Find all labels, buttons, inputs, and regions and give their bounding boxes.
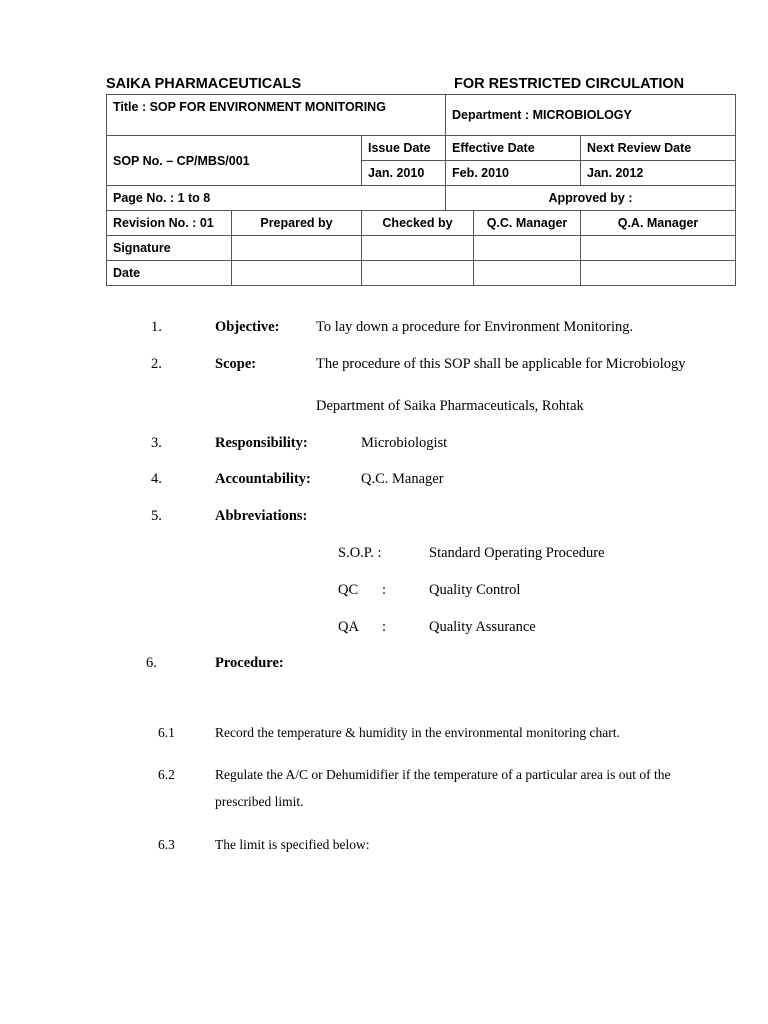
effective-date-value: Feb. 2010 [446,161,581,186]
abbreviation-colon: : [382,619,387,635]
section-5-number: 5. [151,508,162,524]
sop-number-cell: SOP No. – CP/MBS/001 [107,136,362,186]
abbreviation-meaning: Quality Assurance [429,619,536,635]
abbreviation-term: QC [338,582,359,598]
abbreviation-colon: : [382,582,387,598]
procedure-step-number: 6.1 [158,725,175,740]
date-qa-cell [581,261,736,286]
procedure-step-number: 6.2 [158,767,175,782]
section-2-number: 2. [151,356,162,372]
prepared-by-header: Prepared by [232,211,362,236]
abbreviation-meaning: Quality Control [429,582,521,598]
next-review-label: Next Review Date [581,136,736,161]
procedure-step-text: Regulate the A/C or Dehumidifier if the temperature of a particular area is out of the [215,767,671,782]
scope-text-continued: Department of Saika Pharmaceuticals, Rohtak [316,398,584,414]
scope-text: The procedure of this SOP shall be applicable for Microbiology [316,356,686,372]
section-6-number: 6. [146,655,157,671]
page-number-cell: Page No. : 1 to 8 [107,186,446,211]
signature-prepared-cell [232,236,362,261]
section-4-number: 4. [151,471,162,487]
abbreviation-meaning: Standard Operating Procedure [429,545,605,561]
date-qc-cell [474,261,581,286]
signature-label: Signature [107,236,232,261]
date-label: Date [107,261,232,286]
date-checked-cell [362,261,474,286]
revision-number-cell: Revision No. : 01 [107,211,232,236]
next-review-value: Jan. 2012 [581,161,736,186]
qc-manager-header: Q.C. Manager [474,211,581,236]
responsibility-text: Microbiologist [361,435,448,451]
issue-date-label: Issue Date [362,136,446,161]
abbreviation-term: QA [338,619,359,635]
qa-manager-header: Q.A. Manager [581,211,736,236]
section-1-number: 1. [151,319,162,335]
section-3-number: 3. [151,435,162,451]
signature-checked-cell [362,236,474,261]
objective-text: To lay down a procedure for Environment Monitoring. [316,319,634,335]
checked-by-header: Checked by [362,211,474,236]
accountability-text: Q.C. Manager [361,471,444,487]
sop-title-cell: Title : SOP FOR ENVIRONMENT MONITORING [107,95,446,136]
section-1-label: Objective: [215,319,280,335]
signature-qc-cell [474,236,581,261]
section-2-label: Scope: [215,356,257,372]
approved-by-cell: Approved by : [446,186,736,211]
department-cell: Department : MICROBIOLOGY [446,95,736,136]
sop-info-table [106,94,736,286]
circulation-label: FOR RESTRICTED CIRCULATION [454,76,685,92]
procedure-step-text: The limit is specified below: [215,837,370,852]
procedure-step-text: Record the temperature & humidity in the environmental monitoring chart. [215,725,620,740]
section-3-label: Responsibility: [215,435,308,451]
abbreviation-term: S.O.P. : [338,545,382,561]
section-5-label: Abbreviations: [215,508,308,524]
issue-date-value: Jan. 2010 [362,161,446,186]
section-4-label: Accountability: [215,471,311,487]
company-name: SAIKA PHARMACEUTICALS [106,76,302,92]
date-prepared-cell [232,261,362,286]
effective-date-label: Effective Date [446,136,581,161]
signature-qa-cell [581,236,736,261]
procedure-step-number: 6.3 [158,837,175,852]
section-6-label: Procedure: [215,655,284,671]
procedure-step-text-continued: prescribed limit. [215,794,304,809]
